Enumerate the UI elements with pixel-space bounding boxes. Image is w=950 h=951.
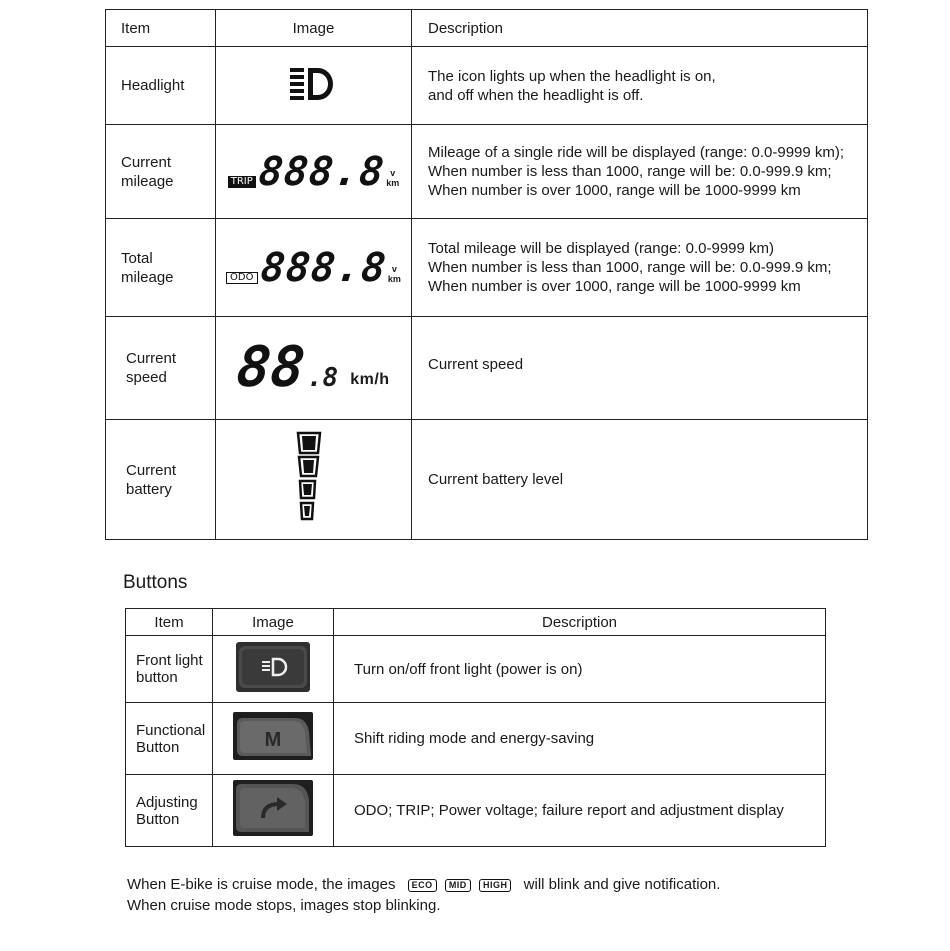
lcd-digits: 888.8	[256, 148, 387, 195]
item-label: Button	[136, 810, 180, 828]
row-desc-total-mileage	[412, 219, 868, 317]
buttons-table	[125, 608, 826, 847]
header-item: Item	[106, 10, 216, 47]
speed-lcd-display	[234, 335, 390, 400]
table-row-adjusting	[126, 775, 826, 847]
cruise-mode-note	[127, 874, 720, 916]
row-item-adjusting	[126, 775, 213, 847]
table-row-current-battery	[106, 420, 868, 540]
row-item-total-mileage	[106, 219, 216, 317]
item-label: button	[136, 669, 178, 686]
table-header-row	[126, 609, 826, 636]
item-label: Functional	[136, 721, 206, 739]
footer-text: When E-bike is cruise mode, the images	[127, 876, 396, 893]
row-desc-current-speed	[412, 317, 868, 420]
mid-badge: MID	[445, 879, 471, 892]
table-row-front-light	[126, 636, 826, 703]
desc-line: When number is less than 1000, range will be: 0.0-999.9 km;	[428, 163, 832, 180]
row-item-current-mileage	[106, 125, 216, 219]
row-item-headlight	[106, 47, 216, 125]
speed-decimal: .8	[306, 363, 339, 393]
eco-badge: ECO	[408, 879, 437, 892]
row-item-current-battery	[106, 420, 216, 540]
speed-unit: km/h	[350, 371, 390, 388]
unit-v: v	[390, 167, 396, 178]
headlight-icon	[288, 65, 340, 101]
desc-line: When number is over 1000, range will be 1000-9999 km	[428, 278, 801, 295]
m-button-icon	[233, 712, 313, 760]
lcd-digits: 888.8	[258, 244, 389, 291]
row-image-current-battery	[216, 420, 412, 540]
desc-line: and off when the headlight is off.	[428, 86, 644, 104]
table-row-total-mileage	[106, 219, 868, 317]
trip-lcd-display	[228, 148, 400, 195]
desc-line: Total mileage will be displayed (range: 0.0-9999 km)	[428, 240, 775, 257]
header-description: Description	[412, 10, 868, 47]
desc-line: The icon lights up when the headlight is on,	[428, 67, 716, 85]
table-row-current-mileage	[106, 125, 868, 219]
desc-line: When number is less than 1000, range will be: 0.0-999.9 km;	[428, 259, 832, 276]
desc-line: Current speed	[428, 356, 524, 373]
table-row-functional	[126, 703, 826, 775]
trip-tag: TRIP	[228, 176, 256, 188]
item-label: battery	[126, 480, 172, 498]
high-badge: HIGH	[479, 879, 512, 892]
row-desc-current-battery	[412, 420, 868, 540]
unit-v: v	[391, 263, 397, 274]
row-desc-adjusting: ODO; TRIP; Power voltage; failure report and adjustment display	[334, 775, 826, 847]
row-item-front-light	[126, 636, 213, 703]
item-label: mileage	[121, 172, 174, 190]
unit-km: km	[386, 177, 400, 188]
lcd-units	[388, 264, 401, 284]
header-item: Item	[126, 609, 213, 636]
item-label: mileage	[121, 268, 174, 286]
item-label: Button	[136, 738, 180, 756]
item-label: Current	[121, 153, 172, 171]
row-image-functional	[213, 703, 334, 775]
header-image: Image	[216, 10, 412, 47]
display-table	[105, 9, 868, 540]
speed-digits: 88	[234, 335, 309, 400]
item-label: Total	[121, 249, 153, 267]
row-item-functional	[126, 703, 213, 775]
row-image-current-speed	[216, 317, 412, 420]
m-letter: M	[264, 729, 282, 751]
buttons-heading: Buttons	[123, 572, 188, 593]
battery-level-icon	[294, 431, 324, 523]
row-desc-headlight	[412, 47, 868, 125]
item-label: Current	[126, 461, 177, 479]
header-image: Image	[213, 609, 334, 636]
row-desc-current-mileage	[412, 125, 868, 219]
lcd-units	[386, 168, 399, 188]
desc-line: Current battery level	[428, 471, 564, 488]
row-desc-front-light: Turn on/off front light (power is on)	[334, 636, 826, 703]
item-label: Front light	[136, 652, 203, 669]
row-image-current-mileage	[216, 125, 412, 219]
odo-lcd-display	[226, 244, 401, 291]
front-light-button-icon	[236, 642, 310, 692]
row-desc-functional: Shift riding mode and energy-saving	[334, 703, 826, 775]
footer-line-1	[127, 874, 720, 895]
item-label: Headlight	[121, 77, 185, 94]
row-image-total-mileage	[216, 219, 412, 317]
row-item-current-speed	[106, 317, 216, 420]
table-row-current-speed	[106, 317, 868, 420]
table-row-headlight	[106, 47, 868, 125]
table-header-row	[106, 10, 868, 47]
row-image-front-light	[213, 636, 334, 703]
odo-tag: ODO	[226, 272, 257, 284]
row-image-adjusting	[213, 775, 334, 847]
row-image-headlight	[216, 47, 412, 125]
item-label: speed	[126, 369, 167, 386]
header-description: Description	[334, 609, 826, 636]
footer-text: will blink and give notification.	[523, 876, 721, 893]
adjust-arrow-button-icon	[233, 780, 313, 836]
item-label: Adjusting	[136, 793, 198, 811]
footer-line-2: When cruise mode stops, images stop blinking.	[127, 897, 441, 914]
desc-line: Mileage of a single ride will be displayed (range: 0.0-9999 km);	[428, 144, 845, 161]
unit-km: km	[387, 273, 401, 284]
item-label: Current	[126, 350, 177, 367]
desc-line: When number is over 1000, range will be 1000-9999 km	[428, 182, 801, 199]
